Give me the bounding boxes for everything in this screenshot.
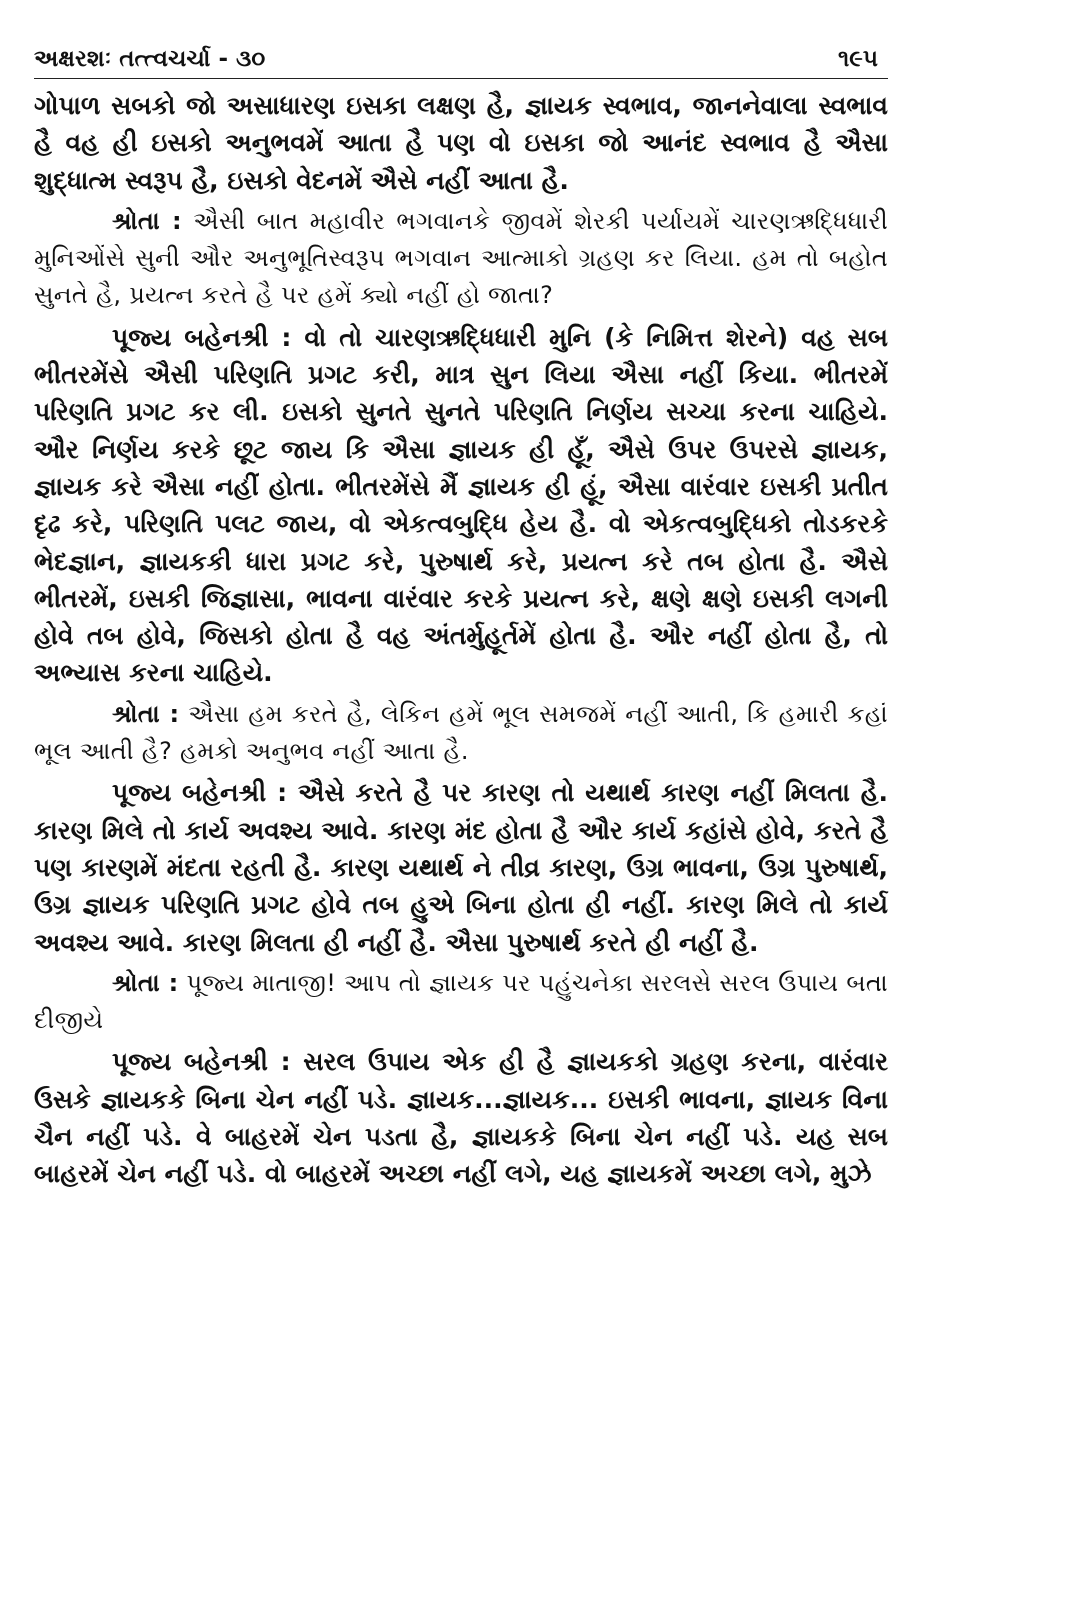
speaker-label: શ્રોતા : — [112, 206, 182, 235]
listener-question — [34, 965, 888, 1040]
running-title: અક્ષરશઃ તત્ત્વચર્ચા - ૩૦ — [34, 46, 266, 72]
speaker-label: પૂજ્ય બહેનશ્રી : — [112, 322, 292, 352]
bahenshri-answer — [34, 774, 888, 960]
speaker-label: શ્રોતા : — [112, 968, 179, 997]
speaker-label: પૂજ્ય બહેનશ્રી : — [112, 1047, 291, 1077]
speaker-label: શ્રોતા : — [112, 699, 180, 728]
paragraph-text: ઐસે કરતે હૈ પર કારણ તો યથાર્થ કારણ નહીં મિલતા હૈ. કારણ મિલે તો કાર્ય અવશ્ય આવે. કારણ મંદ હોતા હૈ ઔર કાર્ય કહાંસે હોવે, કરતે હૈ પણ કારણમેં મંદતા રહતી હૈ. કારણ યથાર્થ ને તીવ્ર કારણ, ઉગ્ર ભાવના, ઉગ્ર પુરુષાર્થ, ઉગ્ર જ્ઞાયક પરિણતિ પ્રગટ હોવે તબ હુએ બિના હોતા હી નહીં. કારણ મિલે તો કાર્ય અવશ્ય આવે. કારણ મિલતા હી નહીં હૈ. ઐસા પુરુષાર્થ કરતે હી નહીં હૈ. — [34, 778, 888, 957]
listener-question — [34, 696, 888, 771]
page-number: ૧૯૫ — [838, 46, 878, 72]
paragraph-text: સરલ ઉપાય એક હી હૈ જ્ઞાયકકો ગ્રહણ કરના, વારંવાર ઉસકે જ્ઞાયકકે બિના ચેન નહીં પડે. જ્ઞાયક...જ્ઞાયક... ઇસકી ભાવના, જ્ઞાયક વિના ચૈન નહીં પડે. વે બાહરમેં ચેન પડતા હૈ, જ્ઞાયકકે બિના ચેન નહીં પડે. યહ સબ બાહરમેં ચેન નહીં પડે. વો બાહરમેં અચ્છા નહીં લગે, યહ જ્ઞાયકમેં અચ્છા લગે, મુઝે — [34, 1047, 888, 1189]
page-header — [34, 44, 888, 79]
speaker-label: પૂજ્ય બહેનશ્રી : — [112, 778, 288, 808]
paragraph-text: પૂજ્ય માતાજી! આપ તો જ્ઞાયક પર પહુંચનેકા સરલસે સરલ ઉપાય બતા દીજીયે — [34, 968, 888, 1035]
paragraph-continuation — [34, 87, 888, 199]
paragraph-text: વો તો ચારણઋદ્ધિધારી મુનિ (કે નિમિત્ત શેરને) વહ સબ ભીતરમેંસે ઐસી પરિણતિ પ્રગટ કરી, માત્ર સુન લિયા ઐસા નહીં કિયા. ભીતરમેં પરિણતિ પ્રગટ કર લી. ઇસકો સુનતે સુનતે પરિણતિ નિર્ણય સચ્ચા કરના ચાહિયે. ઔર નિર્ણય કરકે છૂટ જાય કિ ઐસા જ્ઞાયક હી હૂઁ, ઐસે ઉપર ઉપરસે જ્ઞાયક, જ્ઞાયક કરે ઐસા નહીં હોતા. ભીતરમેંસે મૈં જ્ઞાયક હી હૂં, ઐસા વારંવાર ઇસકી પ્રતીત દૃઢ કરે, પરિણતિ પલટ જાય, વો એકત્વબુદ્ધિ હેય હૈ. વો એકત્વબુદ્ધિકો તોડકરકે ભેદજ્ઞાન, જ્ઞાયકકી ધારા પ્રગટ કરે, પુરુષાર્થ કરે, પ્રયત્ન કરે તબ હોતા હૈ. ઐસે ભીતરમેં, ઇસકી જિજ્ઞાસા, ભાવના વારંવાર કરકે પ્રયત્ન કરે, ક્ષણે ક્ષણે ઇસકી લગની હોવે તબ હોવે, જિસકો હોતા હૈ વહ અંતર્મુહૂર્તમેં હોતા હૈ. ઔર નહીં હોતા હૈ, તો અભ્યાસ કરના ચાહિયે. — [34, 322, 888, 688]
book-page — [34, 44, 888, 1197]
bahenshri-answer — [34, 319, 888, 692]
page-content — [34, 87, 888, 1193]
paragraph-text: ઐસી બાત મહાવીર ભગવાનકે જીવમેં શેરકી પર્યાયમેં ચારણઋદ્ધિધારી મુનિઓંસે સુની ઔર અનુભૂતિસ્વરૂપ ભગવાન આત્માકો ગ્રહણ કર લિયા. હમ તો બહોત સુનતે હૈ, પ્રયત્ન કરતે હૈ પર હમેં ક્યો નહીં હો જાતા? — [34, 206, 888, 310]
paragraph-text: ગોપાળ સબકો જો અસાધારણ ઇસકા લક્ષણ હૈ, જ્ઞાયક સ્વભાવ, જાનનેવાલા સ્વભાવ હૈ વહ હી ઇસકો અનુભવમેં આતા હૈ પણ વો ઇસકા જો આનંદ સ્વભાવ હૈ ઐસા શુદ્ધાત્મ સ્વરૂપ હૈ, ઇસકો વેદનમેં ઐસે નહીં આતા હૈ. — [34, 91, 888, 195]
listener-question — [34, 203, 888, 315]
bahenshri-answer — [34, 1043, 888, 1192]
paragraph-text: ઐસા હમ કરતે હૈ, લેકિન હમેં ભૂલ સમજમેં નહીં આતી, કિ હમારી કહાં ભૂલ આતી હૈ? હમકો અનુભવ નહીં આતા હૈ. — [34, 699, 888, 766]
